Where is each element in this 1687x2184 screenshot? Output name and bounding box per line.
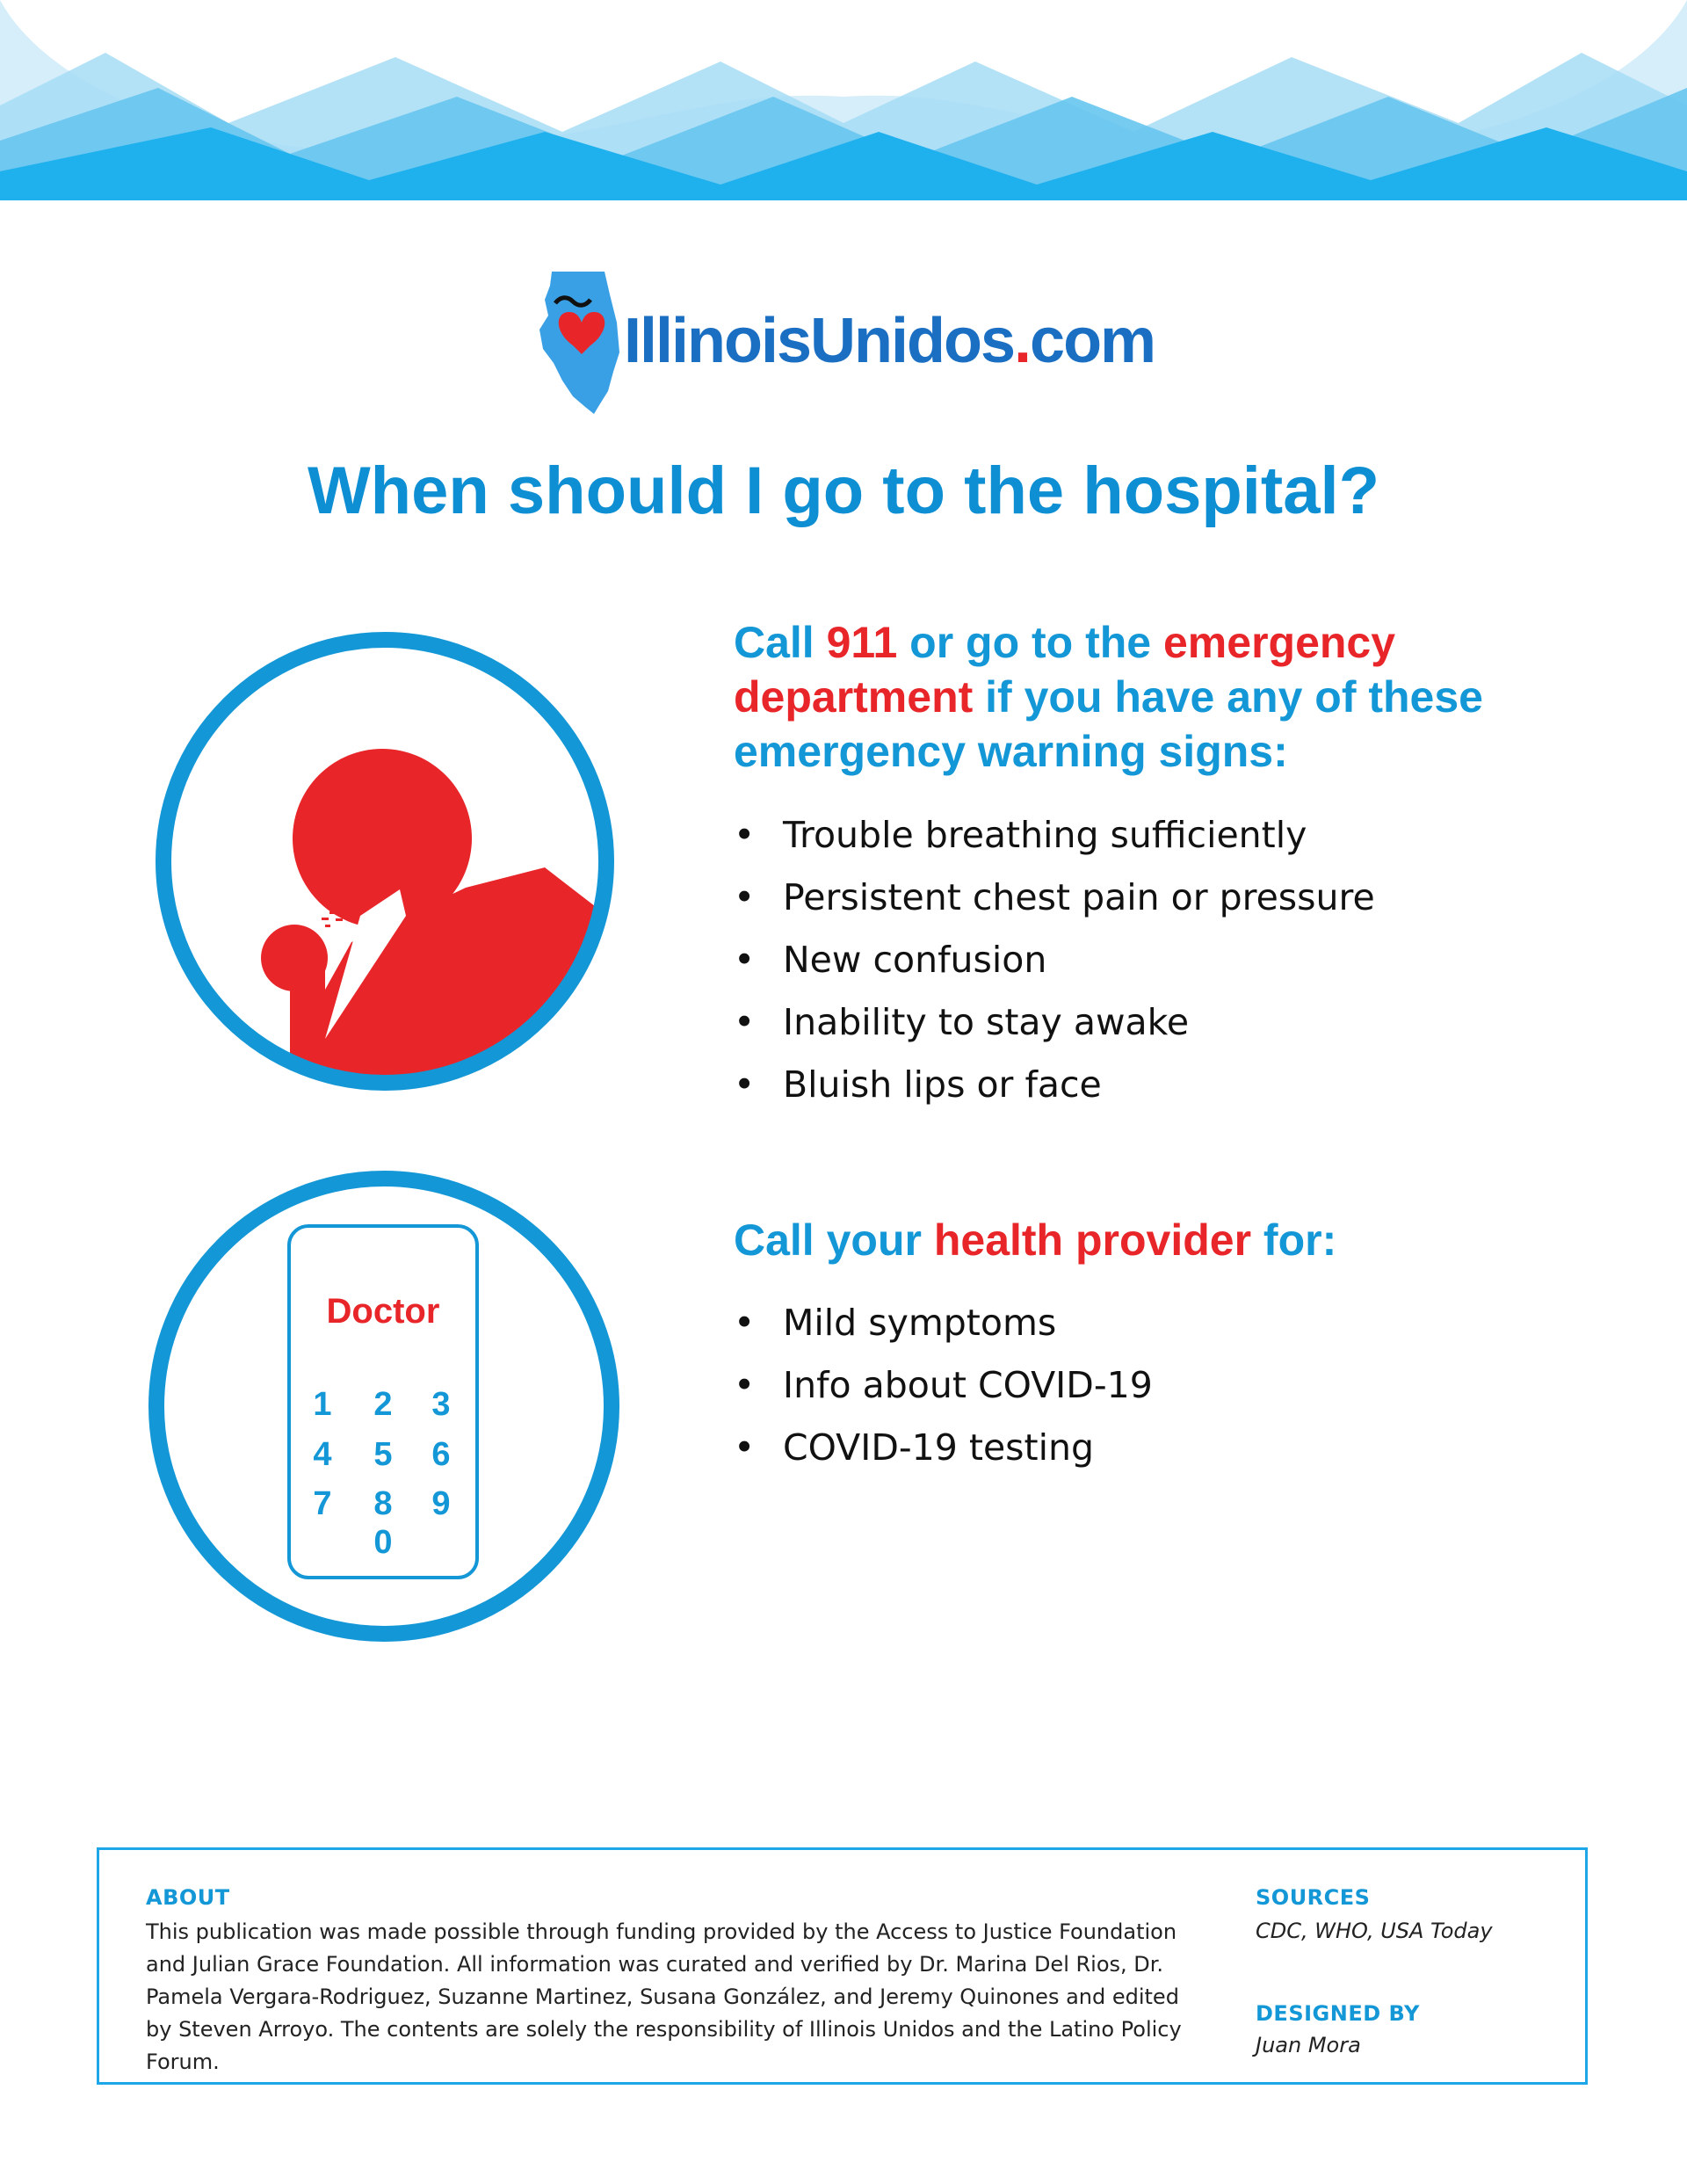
key-8: 8 [373, 1485, 393, 1522]
footer-info-box [97, 1847, 1588, 2085]
logo-wordmark: IllinoisUnidos.com [624, 306, 1155, 376]
key-6: 6 [431, 1436, 451, 1473]
list-item: • Mild symptoms [734, 1292, 1153, 1354]
list-item: • New confusion [734, 929, 1375, 991]
key-5: 5 [373, 1436, 393, 1473]
list-item: • Inability to stay awake [734, 991, 1375, 1054]
list-item: • COVID-19 testing [734, 1417, 1153, 1479]
sources-text: CDC, WHO, USA Today [1256, 1919, 1493, 1943]
sources-label: SOURCES [1256, 1885, 1371, 1910]
coughing-person-icon [149, 626, 620, 1097]
provider-reasons-list [734, 1292, 1153, 1479]
about-text: This publication was made possible through funding provided by the Access to Justice Foundation and Julian Grace Foundation. All information was curated and verified by Dr. Marina Del Rios, Dr. Pamela Vergara-Rodriguez, Suzanne Martinez, Susana González, and Jeremy Quinones and edited by Steven Arroyo. The contents are solely the responsibility of Illinois Unidos and the Latino Policy Forum. [146, 1919, 1182, 2074]
key-2: 2 [373, 1386, 393, 1423]
list-item: • Trouble breathing sufficiently [734, 804, 1375, 867]
key-4: 4 [313, 1436, 332, 1473]
designed-by-text: Juan Mora [1256, 2033, 1361, 2057]
designed-by-label: DESIGNED BY [1256, 2001, 1420, 2026]
provider-heading: Call your health provider for: [734, 1215, 1337, 1265]
emergency-heading: Call 911 or go to the emergency department if you have any of these emergency warning signs: [734, 618, 1483, 776]
brand-logo [536, 268, 1169, 417]
key-0: 0 [373, 1524, 393, 1561]
key-3: 3 [431, 1386, 451, 1423]
header-wave-decoration [0, 0, 1687, 200]
page-title: When should I go to the hospital? [307, 453, 1380, 528]
key-1: 1 [313, 1386, 332, 1423]
phone-keypad-icon [142, 1165, 626, 1648]
key-7: 7 [313, 1485, 332, 1522]
illinois-map-heart-icon [536, 268, 628, 417]
key-9: 9 [431, 1485, 451, 1522]
list-item: • Bluish lips or face [734, 1054, 1375, 1116]
list-item: • Persistent chest pain or pressure [734, 867, 1375, 929]
phone-label: Doctor [326, 1292, 440, 1331]
about-label: ABOUT [146, 1885, 230, 1910]
emergency-warning-list [734, 804, 1375, 1116]
list-item: • Info about COVID-19 [734, 1354, 1153, 1417]
